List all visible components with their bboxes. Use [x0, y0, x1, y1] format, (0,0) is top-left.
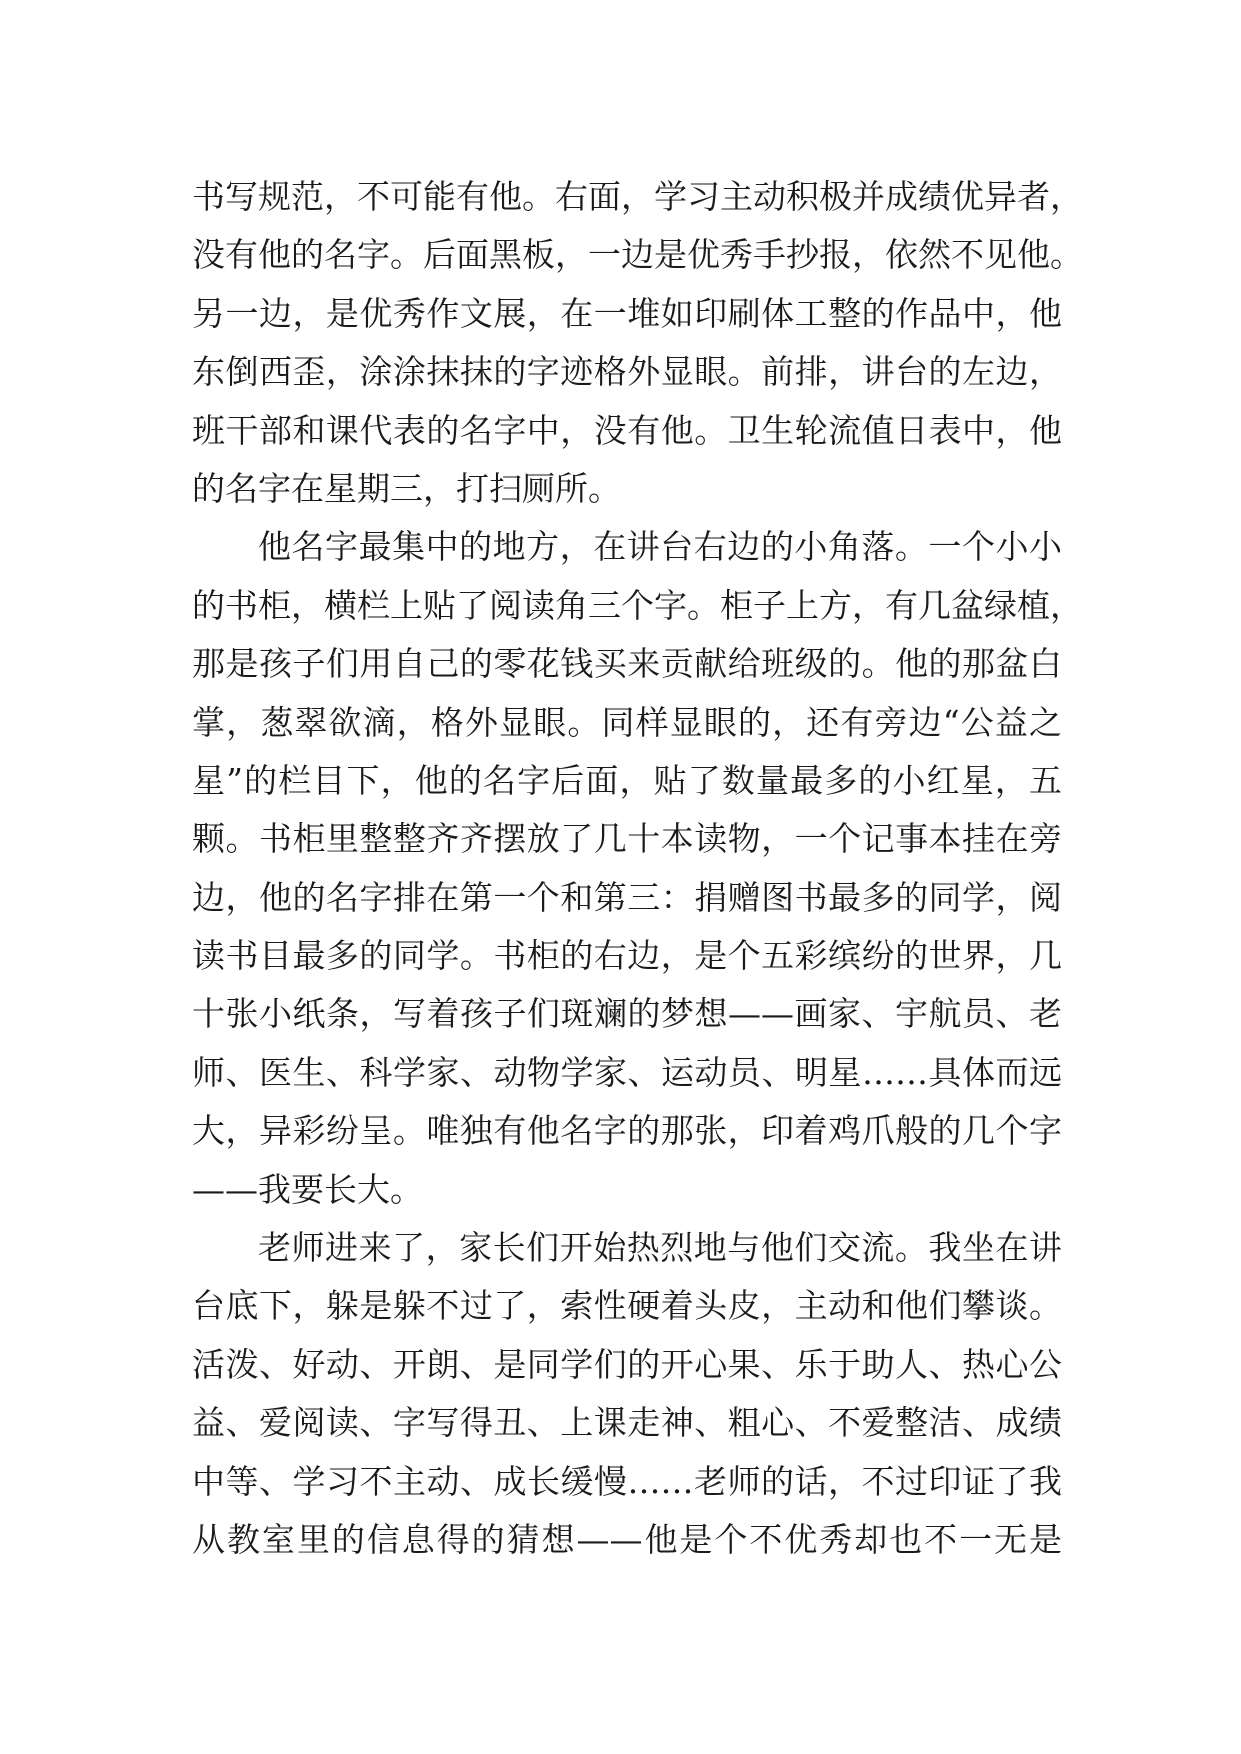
text-line: 他名字最集中的地方，在讲台右边的小角落。一个小小	[258, 527, 1062, 567]
text-line: 读书目最多的同学。书柜的右边，是个五彩缤纷的世界，几	[192, 936, 1062, 976]
text-line: 没有他的名字。后面黑板，一边是优秀手抄报，依然不见他。	[192, 235, 1083, 275]
text-line: 书写规范，不可能有他。右面，学习主动积极并成绩优异者，	[192, 177, 1083, 216]
text-line: 中等、学习不主动、成长缓慢……老师的话，不过印证了我	[192, 1461, 1062, 1501]
text-line: 那是孩子们用自己的零花钱买来贡献给班级的。他的那盆白	[192, 644, 1062, 684]
text-line: 台底下，躲是躲不过了，索性硬着头皮，主动和他们攀谈。	[192, 1286, 1062, 1326]
text-line: 的名字在星期三，打扫厕所。	[192, 468, 621, 508]
text-line: 大，异彩纷呈。唯独有他名字的那张，印着鸡爪般的几个字	[192, 1111, 1062, 1151]
text-line: 活泼、好动、开朗、是同学们的开心果、乐于助人、热心公	[192, 1344, 1062, 1384]
text-line: 东倒西歪，涂涂抹抹的字迹格外显眼。前排，讲台的左边，	[192, 352, 1062, 392]
text-line: 班干部和课代表的名字中，没有他。卫生轮流值日表中，他	[192, 410, 1062, 450]
body-text	[192, 168, 1083, 1569]
text-line: 从教室里的信息得的猜想——他是个不优秀却也不一无是	[192, 1519, 1062, 1559]
text-line: 师、医生、科学家、动物学家、运动员、明星……具体而远	[192, 1052, 1062, 1092]
text-line: 十张小纸条，写着孩子们斑斓的梦想——画家、宇航员、老	[192, 994, 1062, 1034]
text-line: ——我要长大。	[192, 1169, 423, 1209]
text-line: 颗。书柜里整整齐齐摆放了几十本读物，一个记事本挂在旁	[192, 819, 1062, 859]
text-line: 的书柜，横栏上贴了阅读角三个字。柜子上方，有几盆绿植，	[192, 585, 1083, 625]
text-line: 边，他的名字排在第一个和第三：捐赠图书最多的同学，阅	[192, 877, 1062, 917]
text-line: 掌，葱翠欲滴，格外显眼。同样显眼的，还有旁边“公益之	[192, 702, 1062, 742]
text-line: 老师进来了，家长们开始热烈地与他们交流。我坐在讲	[258, 1228, 1062, 1268]
text-line: 益、爱阅读、字写得丑、上课走神、粗心、不爱整洁、成绩	[192, 1403, 1062, 1443]
text-line: 另一边，是优秀作文展，在一堆如印刷体工整的作品中，他	[192, 293, 1062, 333]
text-line: 星”的栏目下，他的名字后面，贴了数量最多的小红星，五	[192, 760, 1062, 800]
